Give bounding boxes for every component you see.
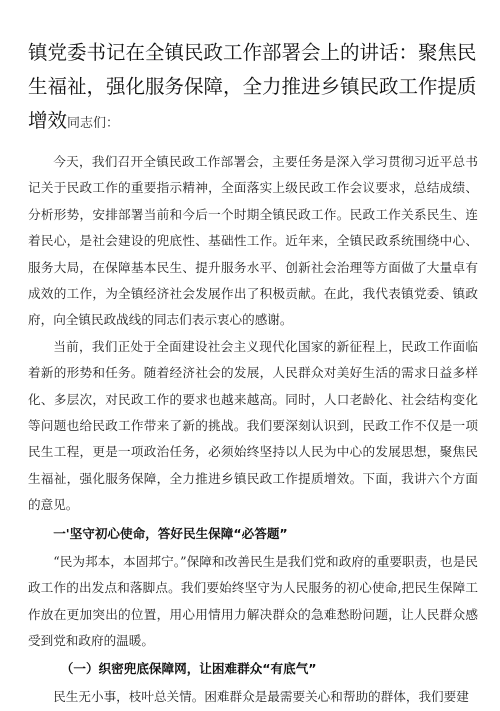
section-paragraph: “民为邦本，本固邦宁。”保障和改善民生是我们党和政府的重要职责，也是民政工作的出发点和落脚点。我们要始终坚守为人民服务的初心使命,把民生保障工作放在更加突出的位置，用心用情用力解决群众的急难愁盼问题，让人民群众感受到党和政府的温暖。 (28, 553, 478, 648)
subsection-paragraph: 民生无小事，枝叶总关情。困难群众是最需要关心和帮助的群体，我们要建 (53, 689, 469, 705)
body-paragraph-1: 今天，我们召开全镇民政工作部署会，主要任务是深入学习贯彻习近平总书记关于民政工作的重要指示精神，全面落实上级民政工作会议要求，总结成绩、分析形势，安排部署当前和今后一个时期全镇民政工作。民政工作关系民生、连着民心，是社会建设的兜底性、基础性工作。近年来，全镇民政系统围绕中心、服务大局，在保障基本民生、提升服务水平、创新社会治理等方面做了大量卓有成效的工作，为全镇经济社会发展作出了积极贡献。在此，我代表镇党委、镇政府，向全镇民政战线的同志们表示衷心的感谢。 (28, 154, 478, 328)
title-text: 镇党委书记在全镇民政工作部署会上的讲话：聚焦民生福祉，强化服务保障，全力推进乡镇民政工作提质增效 (28, 41, 477, 132)
salutation: 同志们： (67, 116, 120, 131)
subsection-heading: （一）织密兜底保障网，让困难群众“有底气” (60, 661, 317, 677)
body-paragraph-2: 当前，我们正处于全面建设社会主义现代化国家的新征程上，民政工作面临着新的形势和任务。随着经济社会的发展，人民群众对美好生活的需求日益多样化、多层次，对民政工作的要求也越来越高。同时，人口老龄化、社会结构变化等问题也给民政工作带来了新的挑战。我们要深刻认识到，民政工作不仅是一项民生工程，更是一项政治任务，必须始终坚持以人民为中心的发展思想，聚焦民生福祉，强化服务保障，全力推进乡镇民政工作提质增效。下面，我讲六个方面的意见。 (28, 338, 478, 513)
section-heading: 一'坚守初心使命，答好民生保障“必答题” (53, 525, 288, 541)
document-title (28, 36, 478, 141)
